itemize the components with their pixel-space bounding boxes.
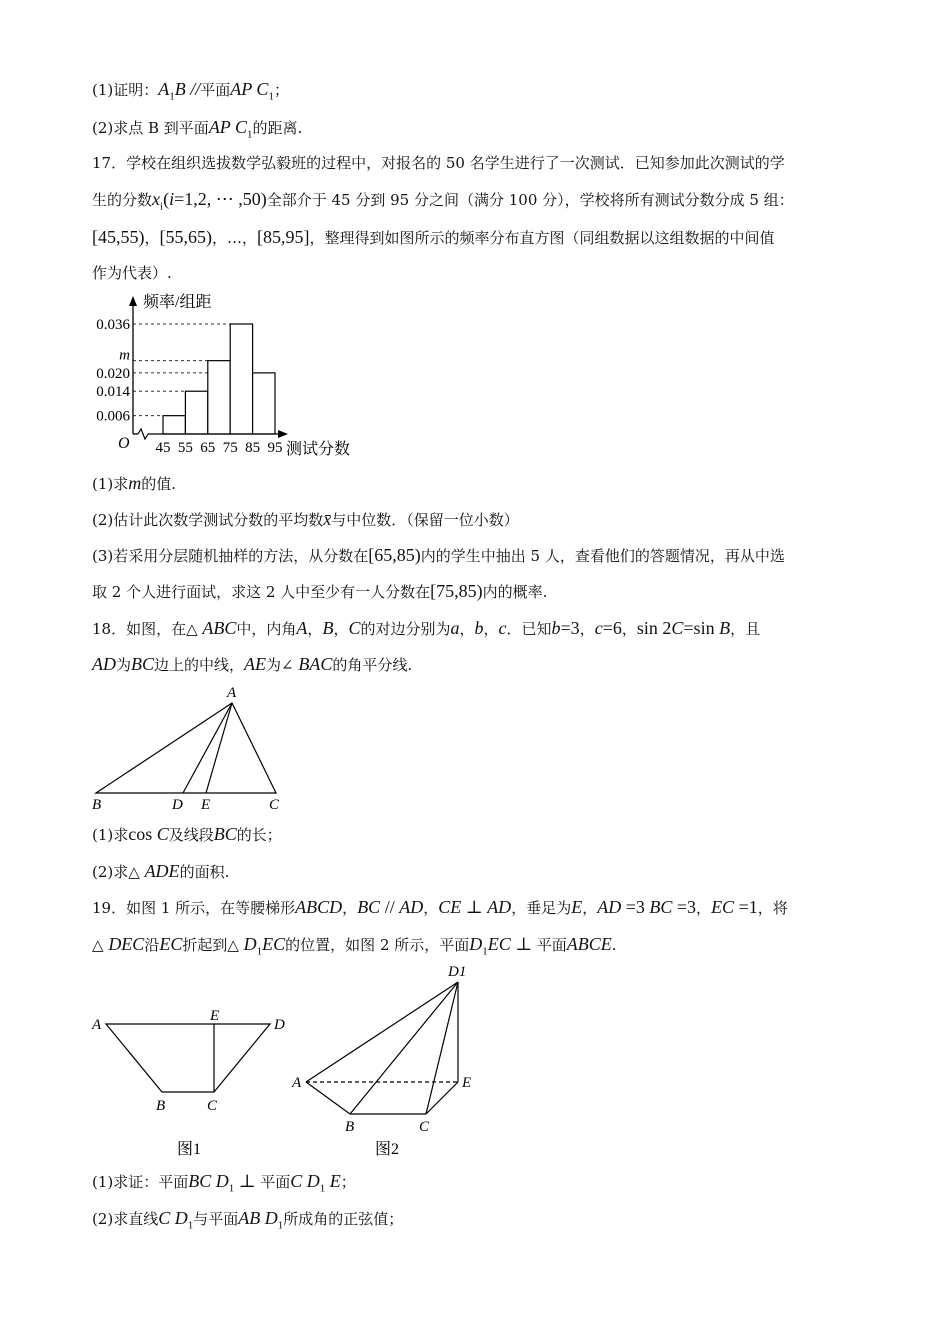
histogram-origin: O	[118, 435, 130, 452]
triangle-label-a: A	[227, 685, 237, 701]
triangle-figure	[86, 683, 296, 813]
q19-stem-line1: 19．如图 1 所示，在等腰梯形ABCD，BC // AD，CE ⊥ AD，垂足为E，AD =3 BC =3，EC =1，将	[92, 897, 788, 917]
q17-stem-line1: 17．学校在组织选拔数学弘毅班的过程中，对报名的 50 名学生进行了一次测试．已知参加此次测试的学	[92, 154, 785, 172]
q17-stem-line3: [45,55)，[55,65)，…，[85,95]，整理得到如图所示的频率分布直方图（同组数据以这组数据的中间值	[92, 227, 775, 247]
histogram-ytick-4: 0.014	[96, 384, 130, 401]
histogram-xtick-85: 85	[245, 440, 261, 456]
q16-part2: (2)求点 B 到平面AP $C_1$的距离.	[92, 117, 303, 141]
histogram-ytick-3: 0.020	[96, 365, 130, 382]
triangle-label-d: D	[172, 797, 183, 813]
histogram-xtick-65: 65	[200, 440, 216, 456]
q18-part1: (1)求cos C及线段BC的长；	[92, 824, 282, 844]
histogram-bar-3	[208, 361, 230, 434]
q17-part3-line1: (3)若采用分层随机抽样的方法，从分数在[65,85)内的学生中抽出 5 人，查看他们的答题情况，再从中选	[92, 545, 785, 565]
q19-part2: (2)求直线C $D_1$与平面AB $D_1$所成角的正弦值；	[92, 1208, 404, 1232]
histogram-ytick-1: 0.036	[96, 317, 130, 333]
q19-stem-line2: △ DEC沿EC折起到△ $D_1EC$的位置，如图 2 所示，平面$D_1EC$ ⊥ 平面ABCE.	[92, 934, 617, 958]
fig1-label-b: B	[156, 1098, 166, 1114]
fig1-caption: 图1	[177, 1141, 202, 1158]
q17-part2: (2)估计此次数学测试分数的平均数x̄与中位数．（保留一位小数）	[92, 509, 519, 529]
histogram-ylabel: 频率/组距	[143, 294, 212, 311]
histogram-chart	[86, 292, 376, 464]
q17-stem-line4: 作为代表）.	[92, 264, 172, 282]
histogram-ytick-2: m	[119, 347, 130, 364]
q17-part3-line2: 取 2 个人进行面试，求这 2 人中至少有一人分数在[75,85)内的概率.	[92, 581, 548, 601]
fig2-caption: 图2	[375, 1141, 400, 1158]
fig2-label-b: B	[345, 1119, 355, 1135]
fig1-label-d: D	[274, 1017, 285, 1033]
histogram-ytick-5: 0.006	[96, 408, 130, 425]
fig1-label-c: C	[207, 1098, 218, 1114]
q18-stem-line1: 18．如图，在△ ABC中，内角A，B，C的对边分别为a，b，c．已知b=3，c=6，sin 2C=sin B，且	[92, 618, 761, 638]
histogram-bar-1	[163, 416, 185, 434]
histogram-bar-5	[253, 373, 275, 434]
q17-part1: (1)求m的值.	[92, 473, 177, 493]
q19-part1: (1)求证：平面BC $D_1$ ⊥ 平面C $D_1$ E；	[92, 1171, 356, 1195]
fig2-label-e: E	[462, 1075, 472, 1091]
histogram-bar-2	[185, 391, 207, 434]
q18-part2: (2)求△ ADE的面积.	[92, 861, 230, 881]
histogram-xtick-55: 55	[177, 440, 193, 456]
histogram-xtick-95: 95	[267, 440, 283, 456]
histogram-bar-4	[230, 324, 252, 434]
fig2-label-d1: D1	[448, 964, 467, 980]
fold-figures	[86, 962, 486, 1162]
q17-stem-line2: 生的分数$x_i(i=1,2$, ⋯ ,50)全部介于 45 分到 95 分之间（满分 100 分），学校将所有测试分数分成 5 组：	[92, 189, 794, 213]
fig1-label-e: E	[210, 1008, 220, 1024]
triangle-label-c: C	[269, 797, 280, 813]
q18-stem-line2: AD为BC边上的中线，AE为∠ BAC的角平分线.	[92, 654, 413, 674]
triangle-label-e: E	[201, 797, 211, 813]
histogram-xlabel: 测试分数	[286, 441, 351, 458]
fig2-label-c: C	[419, 1119, 430, 1135]
histogram-xtick-45: 45	[155, 440, 171, 456]
triangle-label-b: B	[92, 797, 102, 813]
fig2-label-a: A	[292, 1075, 302, 1091]
q16-part1: (1)证明：$A_1B$ //平面AP $C_1$；	[92, 79, 289, 103]
fig1-label-a: A	[92, 1017, 102, 1033]
histogram-xtick-75: 75	[222, 440, 238, 456]
